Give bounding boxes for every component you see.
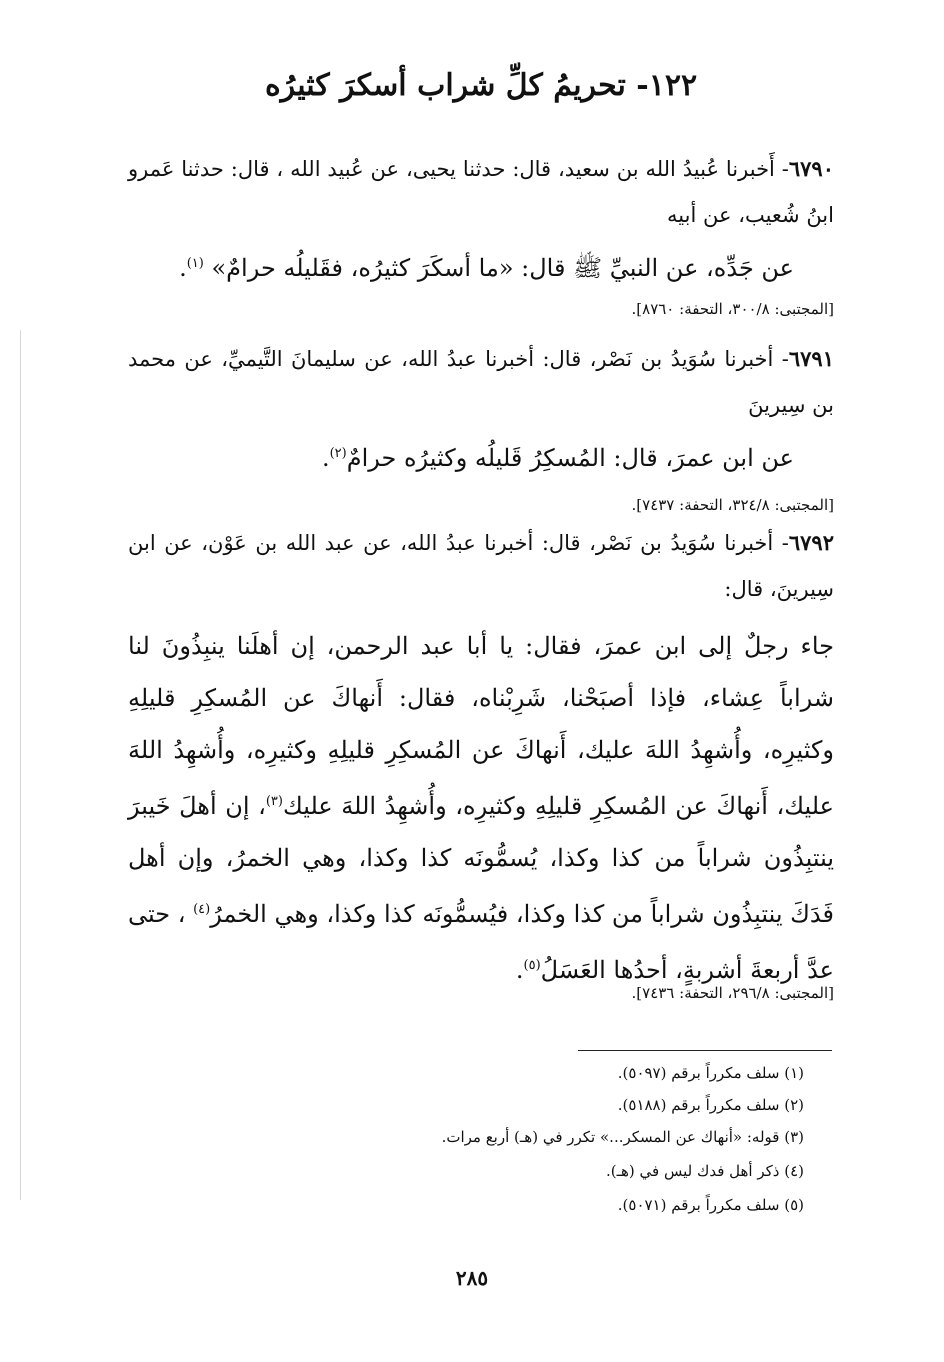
footnote-marker: (٣) [265, 794, 283, 809]
hadith-matn: جاء رجلٌ إلى ابن عمرَ، فقال: يا أبا عبد الرحمن، إن أهلَنا ينبِذُونَ لنا شراباً عِشاء، فإذا أصبَحْنا، شَرِبْناه، فقال: أَنهاكَ عن المُسكِرِ قليلِهِ وكثيرِه، وأُشهِدُ اللهَ عليك، أَنهاكَ عن المُسكِرِ قليلِهِ وكثيرِه، وأُشهِدُ اللهَ عليك، أَنهاكَ عن المُسكِرِ قليلِهِ وكثيرِه، وأُشهِدُ اللهَ عليك$^{(٣)}$، إن أهلَ خَيبرَ ينتبِذُون شراباً من كذا وكذا، يُسمُّونَه كذا وكذا، وهي الخمرُ، وإن أهل فَدَكَ ينتبِذُون شراباً من كذا وكذا، فيُسمُّونَه كذا وكذا، وهي الخمرُ$^{(٤)}$ ، حتى عدَّ أربعةَ أشربةٍ، أحدُها العَسَلُ$^{(٥)}$. [128, 632, 834, 984]
hadith-6790 [128, 146, 834, 318]
isnad-text: - أخبرنا سُوَيدُ بن نَصْر، قال: أخبرنا عبدُ الله، عن عبد الله بن عَوْن، عن ابن سِيرينَ، قال: [128, 531, 834, 601]
footnote-2: (٢) سلف مكرراً برقم (٥١٨٨). [617, 1096, 804, 1114]
matn-text: عن ابن عمرَ، قال: المُسكِرُ قَليلُه وكثيرُه حرامٌ [346, 444, 794, 472]
hadith-isnad [128, 336, 834, 428]
footnote-3: (٣) قوله: «أنهاك عن المسكر...» تكرر في (هـ) أربع مرات. [441, 1128, 804, 1146]
hadith-6792-reference-row [128, 984, 834, 1002]
footnote-separator [578, 1050, 832, 1051]
footnote-marker: (٤) [193, 902, 211, 917]
footnote-1: (١) سلف مكرراً برقم (٥٠٩٧). [617, 1064, 804, 1082]
scan-edge-line [20, 330, 21, 1200]
hadith-number: ٦٧٩٠ [788, 156, 834, 181]
hadith-reference: [المجتبى: ٣٢٤/٨، التحفة: ٧٤٣٧]. [631, 496, 834, 514]
footnote-4: (٤) ذكر أهل فدك ليس في (هـ). [606, 1162, 804, 1180]
matn-text-part-c: ، حتى عدَّ أربعةَ أشربةٍ، أحدُها العَسَلُ [128, 900, 834, 984]
hadith-number: ٦٧٩٢ [788, 530, 834, 555]
footnote-marker: (٥) [523, 958, 541, 973]
chapter-title: ١٢٢- تحريمُ كلِّ شراب أسكرَ كثيرُه [264, 68, 698, 103]
page-number: ٢٨٥ [455, 1266, 489, 1290]
footnote-marker: (٢) [329, 446, 347, 461]
isnad-text: - أخبرنا سُوَيدُ بن نَصْر، قال: أخبرنا عبدُ الله، عن سليمانَ التَّيميِّ، عن محمد بن سِيرينَ [128, 347, 834, 417]
hadith-matn: عن ابن عمرَ، قال: المُسكِرُ قَليلُه وكثيرُه حرامٌ$^{(٢)}$. [321, 444, 794, 472]
matn-text-part-a: جاء رجلٌ إلى ابن عمرَ، فقال: يا أبا عبد الرحمن، إن أهلَنا ينبِذُونَ لنا شراباً عِشاء، فإذا أصبَحْنا، شَرِبْناه، فقال: أَنهاكَ عن المُسكِرِ قليلِهِ وكثيرِه، وأُشهِدُ اللهَ عليك، أَنهاكَ عن المُسكِرِ قليلِهِ وكثيرِه، وأُشهِدُ اللهَ عليك، أَنهاكَ عن المُسكِرِ قليلِهِ وكثيرِه، وأُشهِدُ اللهَ عليك [128, 632, 834, 820]
footnote-marker: (١) [186, 256, 204, 271]
footnote-5: (٥) سلف مكرراً برقم (٥٠٧١). [617, 1196, 804, 1214]
hadith-number: ٦٧٩١ [788, 346, 834, 371]
hadith-6792 [128, 520, 834, 996]
hadith-isnad [128, 146, 834, 238]
hadith-reference: [المجتبى: ٣٠٠/٨، التحفة: ٨٧٦٠]. [631, 300, 834, 318]
matn-text-part-b: ، إن أهلَ خَيبرَ ينتبِذُون شراباً من كذا وكذا، يُسمُّونَه كذا وكذا، وهي الخمرُ، وإن أهل فَدَكَ ينتبِذُون شراباً من كذا وكذا، فيُسمُّونَه كذا وكذا، وهي الخمرُ [128, 792, 834, 928]
isnad-text: - أَخبرنا عُبيدُ الله بن سعيد، قال: حدثنا يحيى، عن عُبيد الله ، قال: حدثنا عَمرو ابنُ شُعيب، عن أبيه [128, 157, 834, 227]
hadith-isnad [128, 520, 834, 612]
matn-text: عن جَدِّه، عن النبيِّ ﷺ قال: «ما أسكَرَ كثيرُه، فقَليلُه حرامٌ» [211, 254, 794, 282]
hadith-matn: عن جَدِّه، عن النبيِّ ﷺ قال: «ما أسكَرَ كثيرُه، فقَليلُه حرامٌ» $^{(١)}$. [179, 254, 794, 282]
hadith-reference: [المجتبى: ٢٩٦/٨، التحفة: ٧٤٣٦]. [631, 984, 834, 1002]
hadith-6791 [128, 336, 834, 514]
